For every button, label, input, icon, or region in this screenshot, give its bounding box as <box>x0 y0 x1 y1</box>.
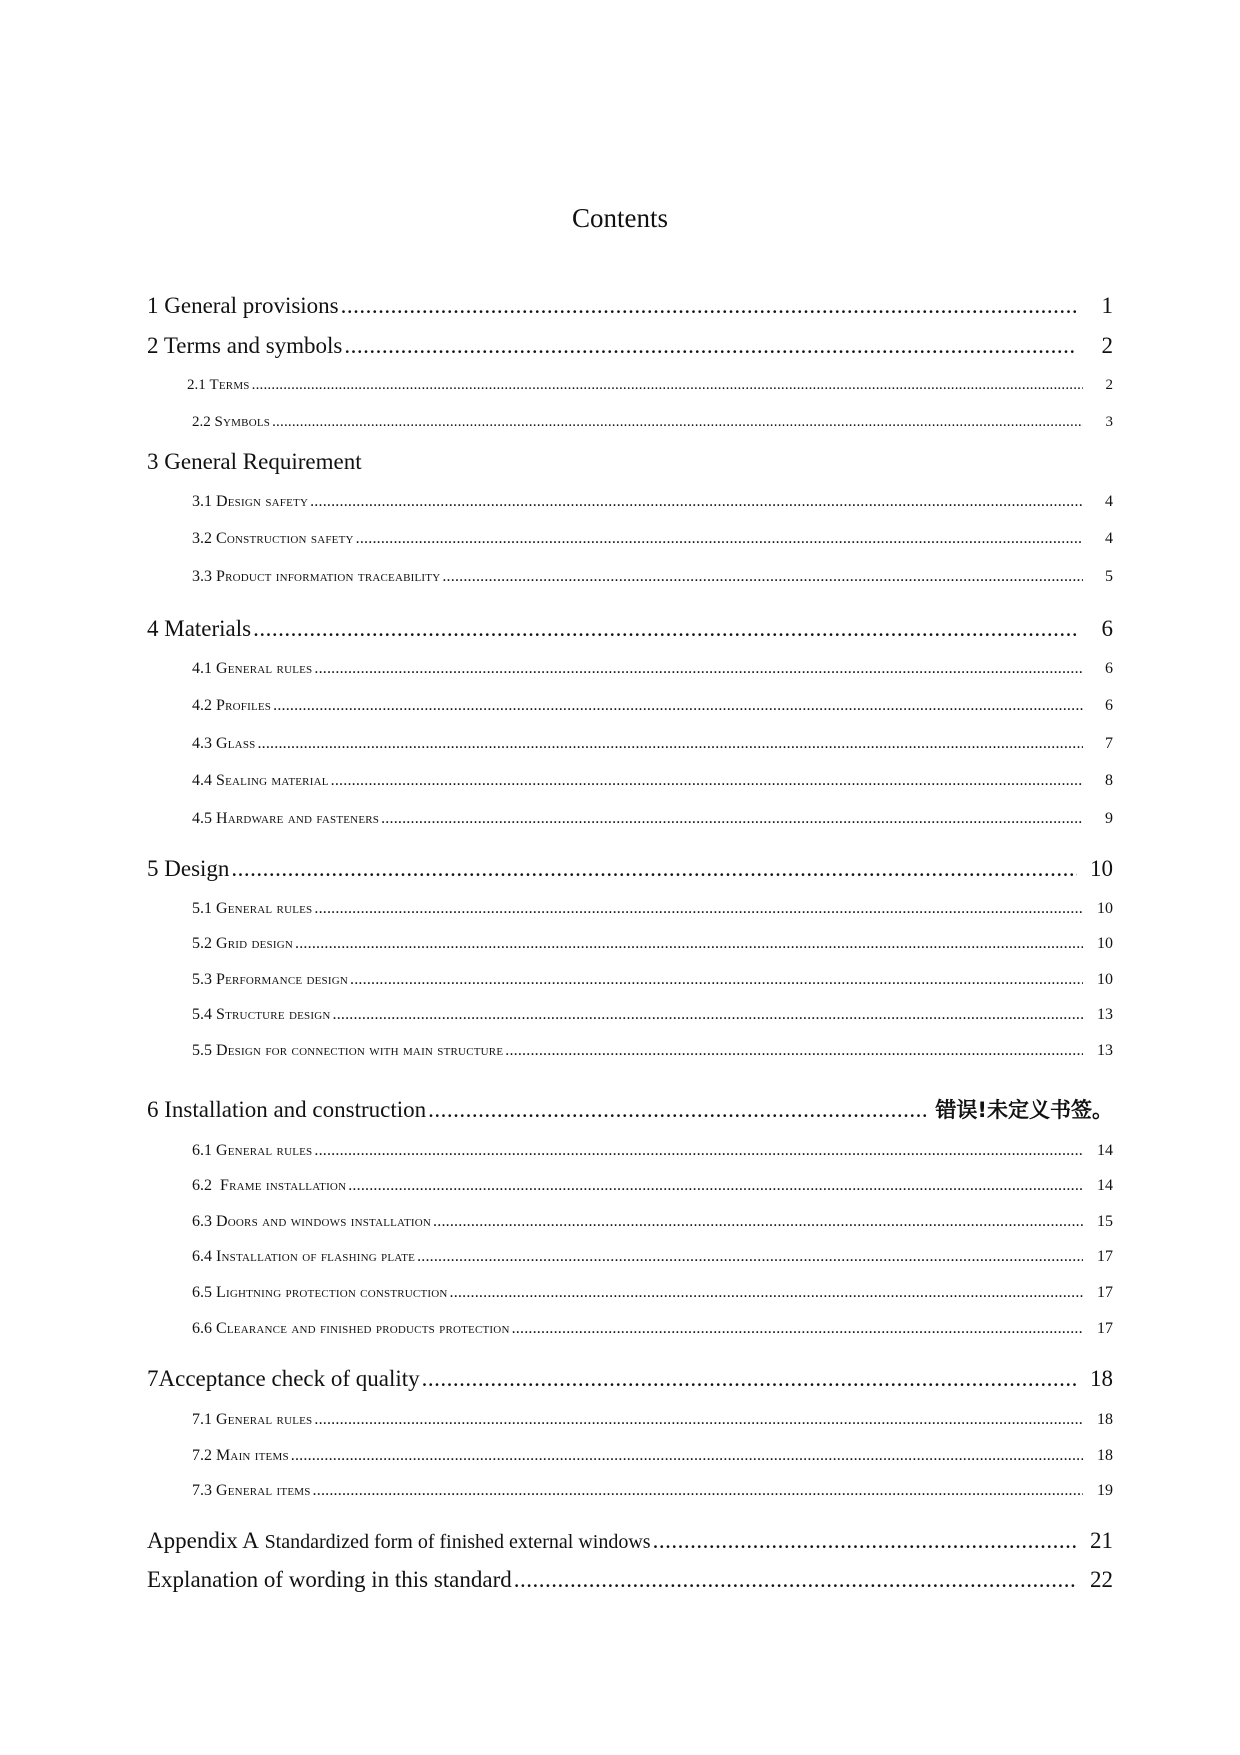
toc-entry-5-4[interactable] <box>192 1006 1113 1024</box>
toc-number: 6.4 <box>192 1248 212 1265</box>
toc-number: 3.2 <box>192 530 212 547</box>
toc-label: Sealing material <box>216 772 329 789</box>
toc-label: Grid design <box>216 935 294 952</box>
toc-entry-2[interactable] <box>147 333 1113 359</box>
toc-page-number: 18 <box>1090 1366 1113 1391</box>
toc-leader <box>314 1411 1083 1429</box>
toc-entry-2-1[interactable] <box>187 377 1113 394</box>
toc-label: 5 Design <box>147 856 230 881</box>
toc-label: 6 Installation and construction <box>147 1097 427 1122</box>
toc-leader <box>331 772 1083 790</box>
toc-leader <box>314 660 1083 678</box>
toc-page-number: 4 <box>1105 530 1113 547</box>
toc-page-number: 18 <box>1097 1447 1113 1464</box>
toc-number: 7.3 <box>192 1482 212 1499</box>
toc-page-number: 14 <box>1097 1142 1113 1159</box>
toc-label: Clearance and finished products protection <box>216 1320 510 1337</box>
toc-number: 4.4 <box>192 772 212 789</box>
toc-page-number: 17 <box>1097 1320 1113 1337</box>
toc-entry-7-3[interactable] <box>192 1482 1113 1500</box>
toc-page-number: 7 <box>1105 735 1113 752</box>
toc-entry-4-5[interactable] <box>192 810 1113 828</box>
toc-page-number: 17 <box>1097 1284 1113 1301</box>
toc-page-number: 10 <box>1097 900 1113 917</box>
toc-entry-5-2[interactable] <box>192 935 1113 953</box>
toc-leader <box>433 1213 1083 1231</box>
toc-leader <box>253 616 1077 642</box>
toc-page-number: 21 <box>1090 1528 1113 1553</box>
toc-page-number: 10 <box>1097 935 1113 952</box>
toc-leader <box>505 1042 1083 1060</box>
toc-entry-5-3[interactable] <box>192 971 1113 989</box>
toc-page-number: 2 <box>1105 377 1113 393</box>
toc-entry-4[interactable] <box>147 616 1113 642</box>
toc-label: Symbols <box>214 414 271 430</box>
toc-label: Product information traceability <box>216 568 441 585</box>
bookmark-error-text: 错误!未定义书签。 <box>935 1098 1113 1122</box>
toc-page-number: 8 <box>1105 772 1113 789</box>
toc-leader <box>417 1248 1083 1266</box>
toc-leader <box>442 568 1083 586</box>
toc-page-number: 3 <box>1105 414 1113 430</box>
toc-leader <box>348 1177 1083 1195</box>
toc-leader <box>344 333 1077 359</box>
toc-entry-4-2[interactable] <box>192 697 1113 715</box>
toc-number: 6.2 <box>192 1177 212 1194</box>
toc-leader <box>252 377 1083 394</box>
toc-entry-3-1[interactable] <box>192 493 1113 511</box>
toc-entry-3-3[interactable] <box>192 568 1113 586</box>
toc-page-number: 6 <box>1101 616 1113 641</box>
toc-entry-1[interactable] <box>147 293 1113 319</box>
toc-number: 4.5 <box>192 810 212 827</box>
toc-leader <box>291 1447 1083 1465</box>
toc-leader <box>314 900 1083 918</box>
toc-number: 2.2 <box>192 414 211 430</box>
toc-leader <box>273 697 1083 715</box>
toc-label: 7Acceptance check of quality <box>147 1366 420 1391</box>
toc-label: 2 Terms and symbols <box>147 333 343 358</box>
toc-entry-5-5[interactable] <box>192 1042 1113 1060</box>
toc-label: 1 General provisions <box>147 293 339 318</box>
toc-entry-7-2[interactable] <box>192 1447 1113 1465</box>
toc-entry-7[interactable] <box>147 1366 1113 1392</box>
toc-label: Glass <box>216 735 256 752</box>
toc-leader <box>231 856 1077 882</box>
toc-prefix: Appendix A <box>147 1528 259 1553</box>
toc-leader <box>350 971 1083 989</box>
toc-leader <box>341 293 1077 319</box>
toc-leader <box>512 1320 1083 1338</box>
toc-entry-6-2[interactable] <box>192 1177 1113 1195</box>
toc-label: Design for connection with main structure <box>216 1042 504 1059</box>
toc-number: 7.2 <box>192 1447 212 1464</box>
toc-page-number: 6 <box>1105 660 1113 677</box>
toc-number: 4.1 <box>192 660 212 677</box>
toc-page-number: 10 <box>1097 971 1113 988</box>
toc-leader <box>257 735 1083 753</box>
toc-page-number: 4 <box>1105 493 1113 510</box>
toc-entry-appendix-a[interactable] <box>147 1528 1113 1554</box>
toc-number: 4.3 <box>192 735 212 752</box>
toc-entry-7-1[interactable] <box>192 1411 1113 1429</box>
toc-number: 6.3 <box>192 1213 212 1230</box>
toc-number: 5.3 <box>192 971 212 988</box>
toc-label: Main items <box>216 1447 289 1464</box>
toc-label: Doors and windows installation <box>216 1213 432 1230</box>
toc-page-number: 22 <box>1090 1567 1113 1592</box>
toc-entry-6-5[interactable] <box>192 1284 1113 1302</box>
toc-entry-4-3[interactable] <box>192 735 1113 753</box>
toc-entry-6-1[interactable] <box>192 1142 1113 1160</box>
toc-leader <box>381 810 1083 828</box>
toc-label: Terms <box>209 377 250 393</box>
toc-page-number: 18 <box>1097 1411 1113 1428</box>
toc-entry-6-3[interactable] <box>192 1213 1113 1231</box>
toc-label: Hardware and fasteners <box>216 810 380 827</box>
toc-number: 5.1 <box>192 900 212 917</box>
page-title: Contents <box>571 203 668 233</box>
toc-entry-4-1[interactable] <box>192 660 1113 678</box>
toc-page-number: 15 <box>1097 1213 1113 1230</box>
toc-leader <box>313 1482 1083 1500</box>
toc-page-number: 2 <box>1101 333 1113 358</box>
toc-number: 4.2 <box>192 697 212 714</box>
toc-page-number: 14 <box>1097 1177 1113 1194</box>
toc-number: 5.2 <box>192 935 212 952</box>
toc-label: General items <box>216 1482 311 1499</box>
toc-leader <box>450 1284 1083 1302</box>
toc-number: 6.5 <box>192 1284 212 1301</box>
toc-number: 5.4 <box>192 1006 212 1023</box>
toc-page-number: 5 <box>1105 568 1113 585</box>
toc-leader <box>428 1097 929 1123</box>
toc-leader <box>653 1528 1077 1554</box>
toc-label: Installation of flashing plate <box>216 1248 416 1265</box>
toc-page-number: 13 <box>1097 1006 1113 1023</box>
toc-leader <box>295 935 1083 953</box>
toc-entry-explanation[interactable] <box>147 1567 1113 1593</box>
toc-page-number: 6 <box>1105 697 1113 714</box>
toc-number: 6.1 <box>192 1142 212 1159</box>
toc-page-number: 10 <box>1090 856 1113 881</box>
toc-entry-6-6[interactable] <box>192 1320 1113 1338</box>
toc-label: Construction safety <box>216 530 354 547</box>
toc-leader <box>356 530 1083 548</box>
toc-number: 2.1 <box>187 377 206 393</box>
toc-entry-6-4[interactable] <box>192 1248 1113 1266</box>
toc-number: 3.3 <box>192 568 212 585</box>
toc-leader <box>272 414 1083 431</box>
toc-label: General rules <box>216 660 313 677</box>
toc-number: 6.6 <box>192 1320 212 1337</box>
toc-number: 3.1 <box>192 493 212 510</box>
toc-label: 3 General Requirement <box>147 449 362 474</box>
toc-page-number: 13 <box>1097 1042 1113 1059</box>
toc-leader <box>514 1567 1077 1593</box>
toc-entry-5-1[interactable] <box>192 900 1113 918</box>
toc-label: General rules <box>216 1411 313 1428</box>
toc-entry-2-2[interactable] <box>192 414 1113 431</box>
toc-leader <box>422 1366 1077 1392</box>
toc-entry-6[interactable] <box>147 1094 1113 1124</box>
toc-entry-3[interactable] <box>147 449 362 475</box>
toc-label: Explanation of wording in this standard <box>147 1567 512 1592</box>
toc-entry-4-4[interactable] <box>192 772 1113 790</box>
toc-label: Frame installation <box>220 1177 347 1194</box>
toc-number: 7.1 <box>192 1411 212 1428</box>
toc-label: Standardized form of finished external windows <box>264 1531 651 1553</box>
toc-leader <box>314 1142 1083 1160</box>
toc-page-number: 1 <box>1101 293 1113 318</box>
toc-label: Structure design <box>216 1006 331 1023</box>
toc-label: Profiles <box>216 697 272 714</box>
toc-entry-5[interactable] <box>147 856 1113 882</box>
toc-label: Lightning protection construction <box>216 1284 448 1301</box>
toc-label: General rules <box>216 900 313 917</box>
toc-leader <box>310 493 1083 511</box>
toc-label: General rules <box>216 1142 313 1159</box>
toc-label: Design safety <box>216 493 309 510</box>
toc-number: 5.5 <box>192 1042 212 1059</box>
toc-entry-3-2[interactable] <box>192 530 1113 548</box>
toc-label: Performance design <box>216 971 349 988</box>
toc-page-number: 19 <box>1097 1482 1113 1499</box>
toc-page-number: 9 <box>1105 810 1113 827</box>
toc-leader <box>333 1006 1084 1024</box>
toc-page-number: 17 <box>1097 1248 1113 1265</box>
toc-label: 4 Materials <box>147 616 252 641</box>
